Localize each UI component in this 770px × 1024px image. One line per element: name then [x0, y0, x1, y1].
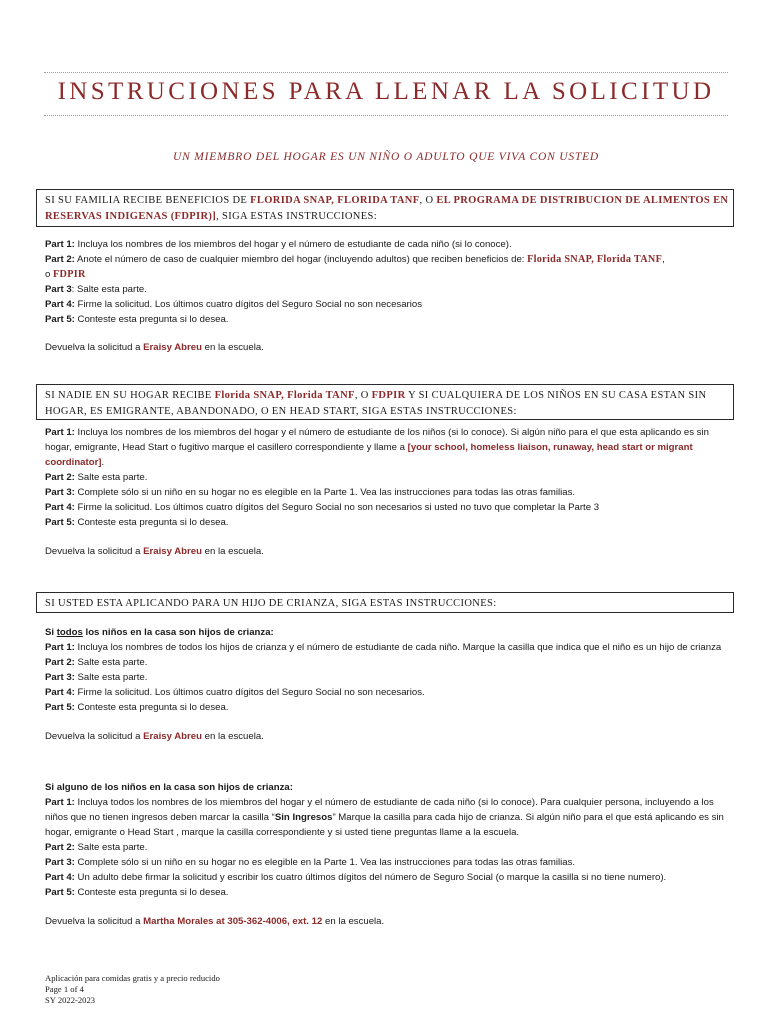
- section2-instructions: [45, 425, 731, 559]
- section1-header-text: , SIGA ESTAS INSTRUCCIONES:: [216, 211, 377, 222]
- section2-header-text: , O: [354, 390, 372, 401]
- instruction-part2: Part 2: Salte esta parte.: [45, 472, 148, 483]
- instruction-part5: Part 5: Conteste esta pregunta si lo desea.: [45, 702, 229, 713]
- contact-name: Eraisy Abreu: [143, 342, 202, 353]
- return-instruction: Devuelva la solicitud a Eraisy Abreu en la escuela.: [45, 731, 264, 742]
- section1-header-box: [36, 189, 734, 227]
- page-subtitle: UN MIEMBRO DEL HOGAR ES UN NIÑO O ADULTO QUE VIVA CON USTED: [172, 151, 600, 163]
- instruction-part3: Part 3: Complete sólo si un niño en su hogar no es elegible en la Parte 1. Vea las instrucciones para todas las otras familias.: [45, 857, 576, 868]
- section2-header-text: HOGAR, ES EMIGRANTE, ABANDONADO, O EN HEAD START, SIGA ESTAS INSTRUCCIONES:: [45, 406, 517, 417]
- footer-form-title: Aplicación para comidas gratis y a precio reducido: [45, 973, 220, 983]
- section1-header-highlight: EL PROGRAMA DE DISTRIBUCION DE ALIMENTOS EN: [436, 195, 729, 206]
- contact-name: Eraisy Abreu: [143, 546, 202, 557]
- section1-header-highlight: RESERVAS INDIGENAS (FDPIR)]: [45, 211, 217, 222]
- section3-header-box: [36, 592, 734, 613]
- instruction-part3: Part 3: Salte esta parte.: [45, 284, 147, 295]
- return-instruction: Devuelva la solicitud a Martha Morales at 305-362-4006, ext. 12 en la escuela.: [45, 916, 385, 927]
- instruction-part4: Part 4: Un adulto debe firmar la solicitud y escribir los cuatro últimos dígitos del número de Seguro Social (o marque la casilla si no tiene numero).: [45, 872, 667, 883]
- section2-header-box: [36, 384, 734, 420]
- section3-some-foster-instructions: [45, 780, 731, 929]
- section3-all-foster-instructions: [45, 625, 731, 744]
- section2-header-highlight: Florida SNAP, Florida TANF: [214, 390, 355, 401]
- contact-name: Eraisy Abreu: [143, 731, 202, 742]
- return-instruction: Devuelva la solicitud a Eraisy Abreu en la escuela.: [45, 546, 264, 557]
- section1-header-text: , O: [419, 195, 437, 206]
- instruction-part2-cont: o FDPIR: [45, 269, 86, 280]
- section1-header-text: SI SU FAMILIA RECIBE BENEFICIOS DE: [45, 195, 251, 206]
- top-rule: [44, 72, 728, 73]
- subsection-heading: Si alguno de los niños en la casa son hijos de crianza:: [45, 782, 293, 793]
- subsection-heading: Si todos los niños en la casa son hijos de crianza:: [45, 627, 274, 638]
- instruction-part1: Part 1: Incluya los nombres de los miembros del hogar y el número de estudiante de los niños (si lo conoce). Si algún niño para el que esta aplicando es sin hogar, emigrante, Head Start o fugitivo marque el casillero correspondiente y llame a [your school, homeless liaison, runaway, head start or migrant coordinator].: [45, 427, 709, 468]
- instruction-part2: Part 2: Anote el número de caso de cualquier miembro del hogar (incluyendo adultos) que reciben beneficios de: Florida SNAP, Florida TANF,: [45, 254, 665, 265]
- instruction-part4: Part 4: Firme la solicitud. Los últimos cuatro dígitos del Seguro Social no son necesarios si usted no tuvo que completar la Parte 3: [45, 502, 600, 513]
- section2-header-highlight: FDPIR: [371, 390, 406, 401]
- instruction-part3: Part 3: Salte esta parte.: [45, 672, 148, 683]
- instruction-part5: Part 5: Conteste esta pregunta si lo desea.: [45, 314, 229, 325]
- instruction-part4: Part 4: Firme la solicitud. Los últimos cuatro dígitos del Seguro Social no son necesarios: [45, 299, 423, 310]
- instruction-part5: Part 5: Conteste esta pregunta si lo desea.: [45, 517, 229, 528]
- section2-header-text: Y SI CUALQUIERA DE LOS NIÑOS EN SU CASA ESTAN SIN: [405, 390, 707, 401]
- footer-page-number: Page 1 of 4: [45, 984, 84, 994]
- section1-header-highlight: FLORIDA SNAP, FLORIDA TANF: [250, 195, 420, 206]
- return-instruction: Devuelva la solicitud a Eraisy Abreu en la escuela.: [45, 342, 264, 353]
- page-title: INSTRUCIONES PARA LLENAR LA SOLICITUD: [57, 78, 715, 105]
- instruction-part1: Part 1: Incluya los nombres de los miembros del hogar y el número de estudiante de cada niño (si lo conoce).: [45, 239, 512, 250]
- instruction-part4: Part 4: Firme la solicitud. Los últimos cuatro dígitos del Seguro Social no son necesarios.: [45, 687, 425, 698]
- title-bottom-rule: [44, 115, 728, 116]
- section3-header-text: SI USTED ESTA APLICANDO PARA UN HIJO DE CRIANZA, SIGA ESTAS INSTRUCCIONES:: [45, 598, 497, 609]
- instruction-part2: Part 2: Salte esta parte.: [45, 657, 148, 668]
- instruction-part1: Part 1: Incluya los nombres de todos los hijos de crianza y el número de estudiante de cada niño. Marque la casilla que indica que el niño es un hijo de crianza: [45, 642, 722, 653]
- instruction-part2: Part 2: Salte esta parte.: [45, 842, 148, 853]
- section1-instructions: [45, 237, 731, 355]
- section2-header-text: SI NADIE EN SU HOGAR RECIBE: [45, 390, 215, 401]
- footer-school-year: SY 2022-2023: [45, 995, 96, 1005]
- instruction-part3: Part 3: Complete sólo si un niño en su hogar no es elegible en la Parte 1. Vea las instrucciones para todas las otras familias.: [45, 487, 576, 498]
- page-footer: [45, 973, 220, 1006]
- contact-name: Martha Morales at 305-362-4006, ext. 12: [143, 916, 323, 927]
- instruction-part5: Part 5: Conteste esta pregunta si lo desea.: [45, 887, 229, 898]
- instruction-part1: Part 1: Incluya todos los nombres de los miembros del hogar y el número de estudiante de cada niño (si lo conoce). Para cualquier persona, incluyendo a los niños que no tienen ingresos deben marcar la casilla “Sin Ingresos” Marque la casilla para cada hijo de crianza. Si algún niño para el que está aplicando es sin hogar, emigrante o Head Start , marque la casilla correspondiente y si usted tiene preguntas llame a la escuela.: [45, 797, 724, 838]
